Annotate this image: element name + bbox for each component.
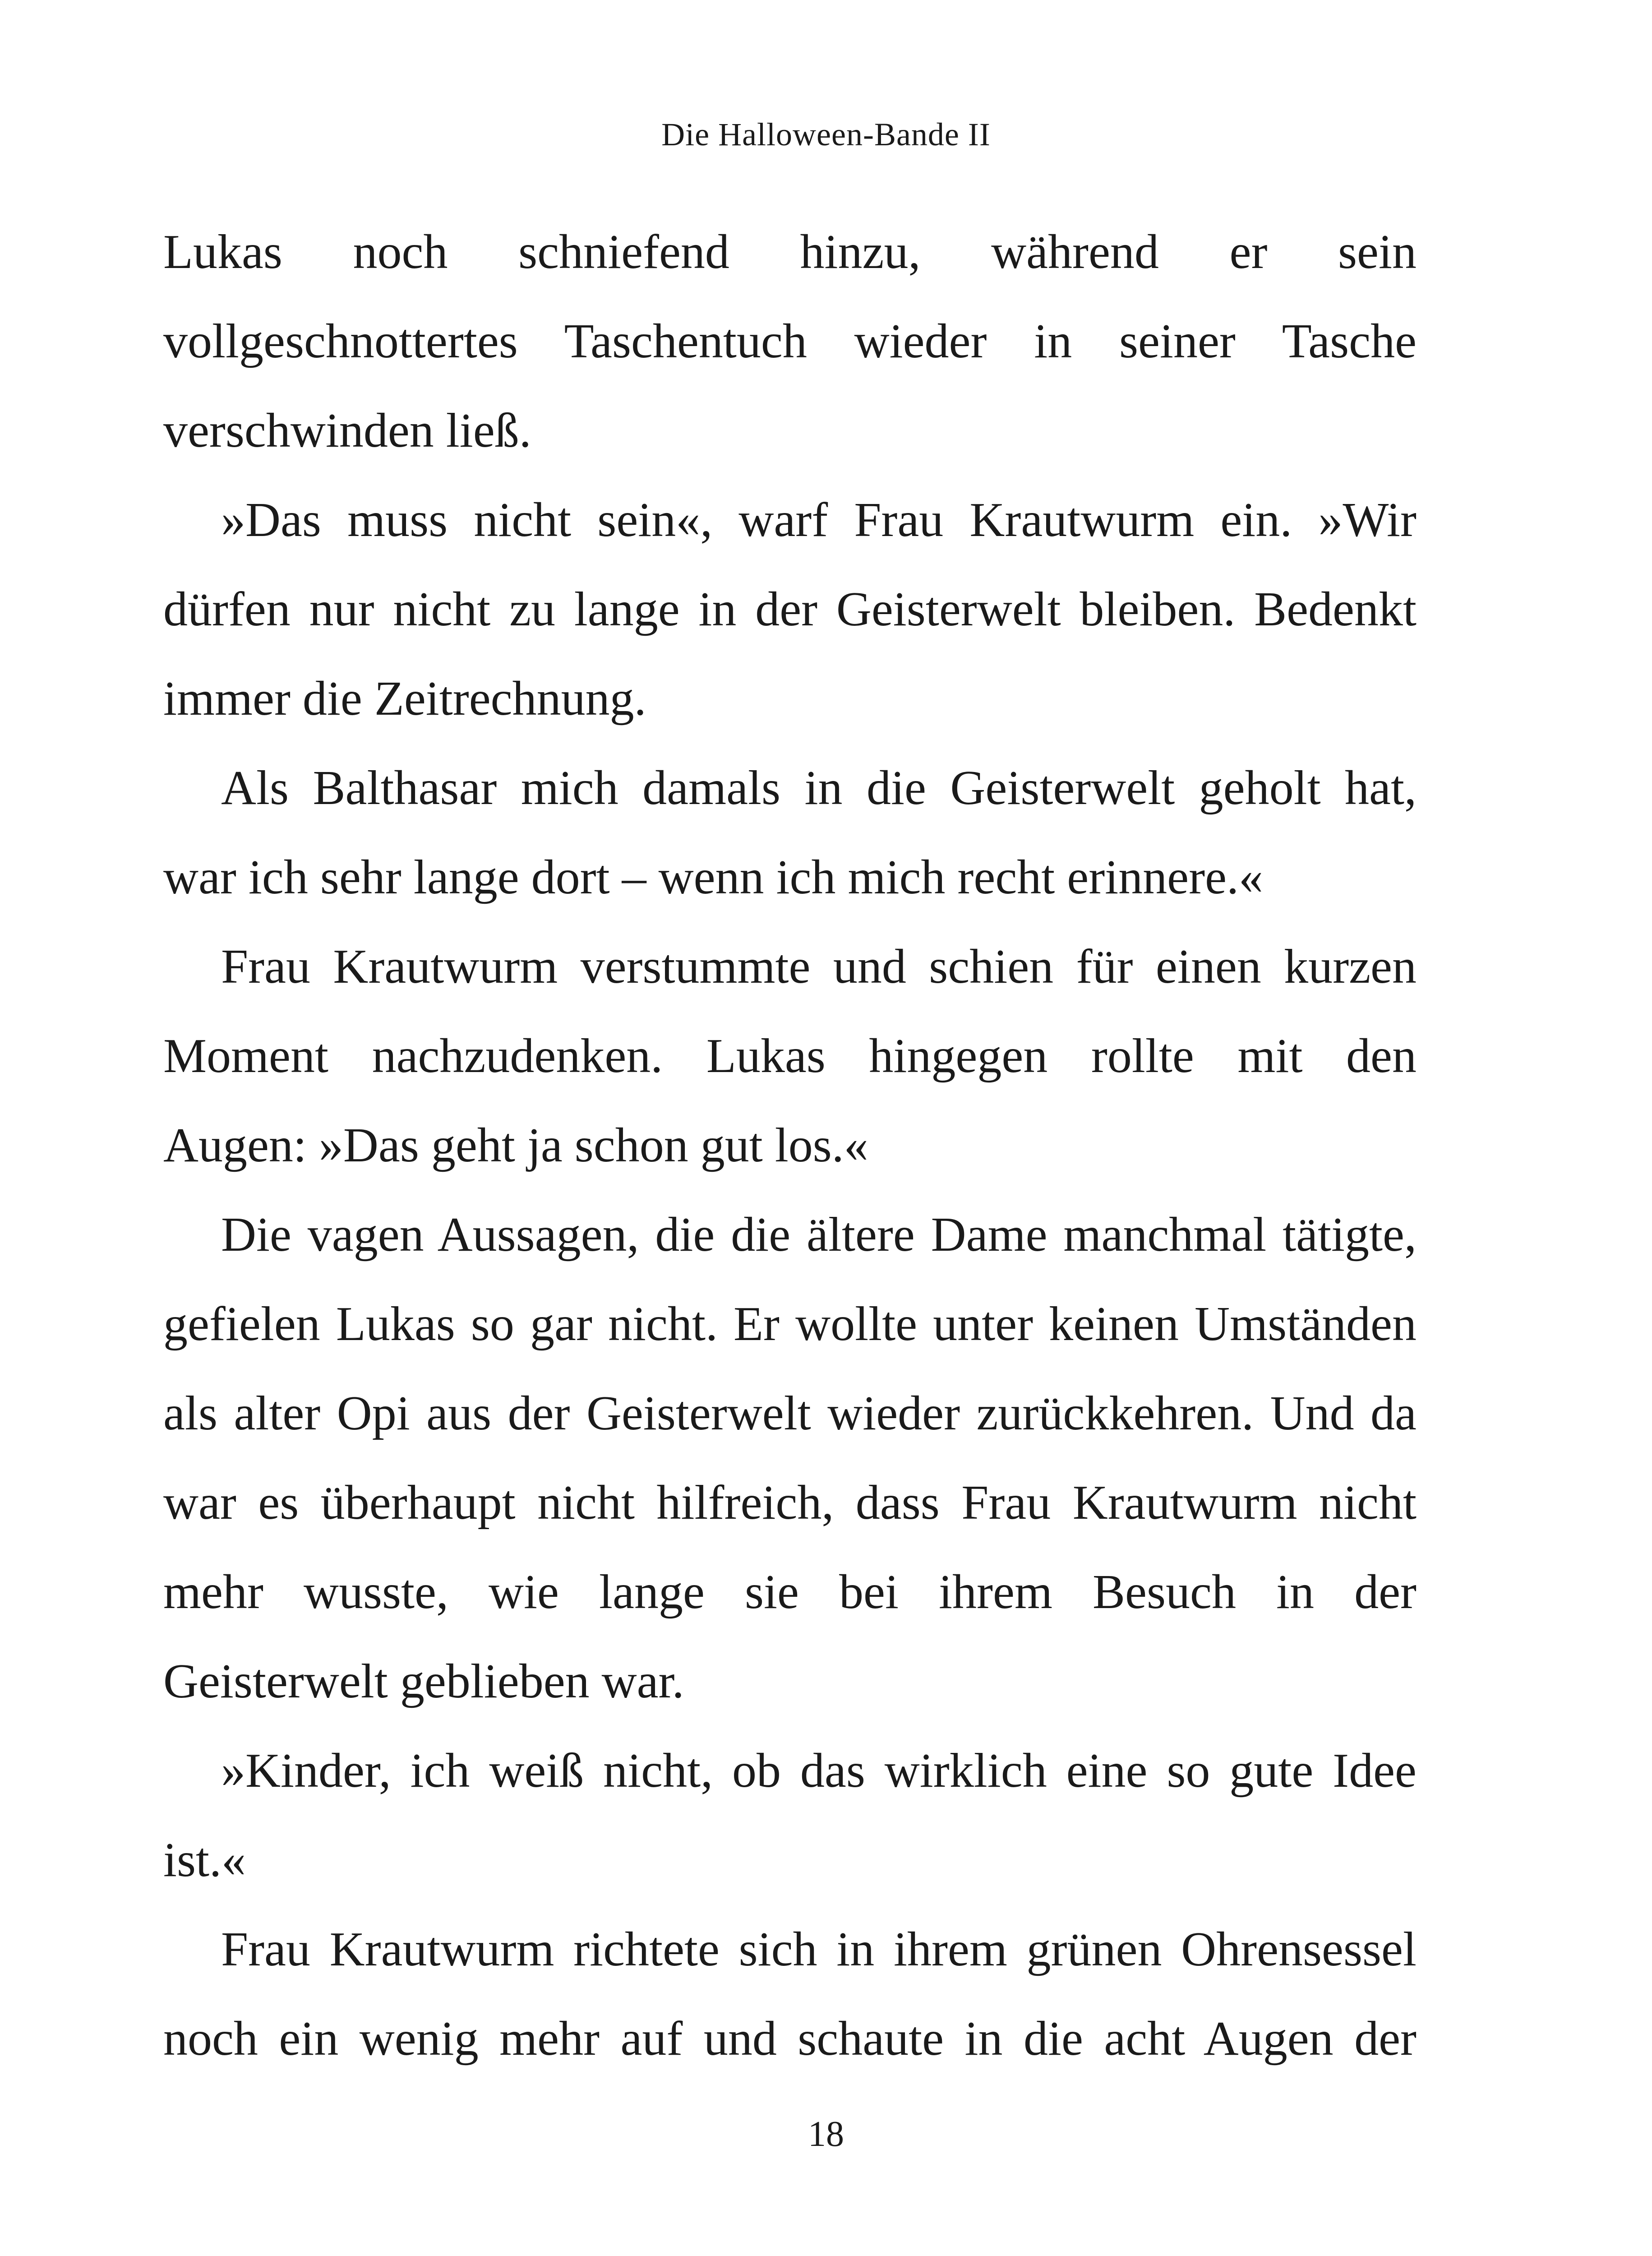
running-header: Die Halloween-Bande II [661,116,991,153]
text-line: Augen: »Das geht ja schon gut los.« [163,1119,868,1172]
text-line: ist.« [163,1833,246,1887]
page-number: 18 [808,2114,844,2154]
paragraph-first-line: Frau Krautwurm richtete sich in ihrem grünen Ohrensessel [221,1923,1417,1976]
text-line: gefielen Lukas so gar nicht. Er wollte unter keinen Umständen [163,1297,1417,1351]
paragraph-first-line: Frau Krautwurm verstummte und schien für einen kurzen [221,940,1417,994]
text-line: Lukas noch schniefend hinzu, während er sein [163,225,1417,279]
text-line: war es überhaupt nicht hilfreich, dass Frau Krautwurm nicht [163,1476,1417,1530]
paragraph-first-line: Die vagen Aussagen, die die ältere Dame manchmal tätigte, [221,1208,1417,1262]
text-line: war ich sehr lange dort – wenn ich mich recht erinnere.« [163,851,1264,904]
text-line: als alter Opi aus der Geisterwelt wieder zurückkehren. Und da [163,1387,1417,1440]
text-line: Geisterwelt geblieben war. [163,1655,684,1708]
text-line: Moment nachzudenken. Lukas hingegen rollte mit den [163,1029,1417,1083]
paragraph-first-line: »Das muss nicht sein«, warf Frau Krautwurm ein. »Wir [221,493,1417,547]
text-line: dürfen nur nicht zu lange in der Geisterwelt bleiben. Bedenkt [163,582,1417,636]
paragraph-first-line: »Kinder, ich weiß nicht, ob das wirklich eine so gute Idee [221,1744,1417,1798]
body-text [163,208,1417,2084]
text-line: mehr wusste, wie lange sie bei ihrem Besuch in der [163,1565,1417,1619]
paragraph-first-line: Als Balthasar mich damals in die Geisterwelt geholt hat, [221,761,1417,815]
text-line: verschwinden ließ. [163,404,531,458]
text-line: immer die Zeitrechnung. [163,672,646,726]
text-line: vollgeschnottertes Taschentuch wieder in seiner Tasche [163,314,1417,368]
text-line: noch ein wenig mehr auf und schaute in die acht Augen der [163,2012,1417,2066]
